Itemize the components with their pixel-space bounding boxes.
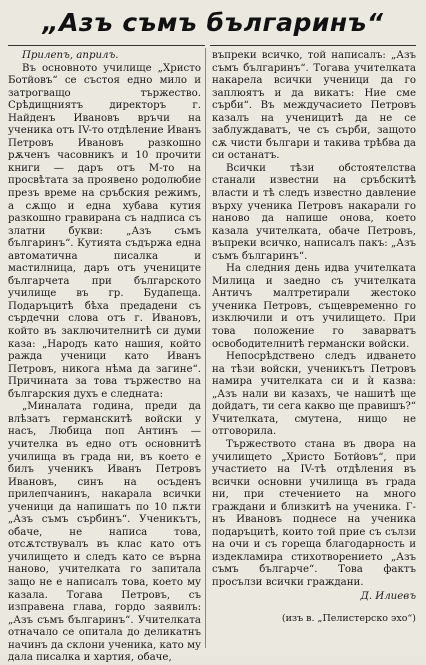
headline-rule-left xyxy=(8,45,205,46)
column-divider xyxy=(205,48,206,648)
article-paragraph: Всички тѣзи обстоятелства станали известни на сръбскитѣ власти и тѣ следъ известно давление върху ученика Петровъ накарали го наново да напише онова, което казала учителката, обаче Петровъ, въпреки всичко, написалъ пакъ: „Азъ съмъ българинъ“. xyxy=(212,162,416,262)
article-paragraph: „Миналата година, преди да влѣзатъ германскитѣ войски у насъ, Любица поп Антинъ — учителка въ едно отъ основнитѣ училища въ града ни, въ което е билъ ученикъ Иванъ Петровъ Ивановъ, синъ на осъденъ прилепчанинъ, накарала всички ученици да напишатъ по 10 пѫти „Азъ съмъ сърбинъ“. Ученикътъ, обаче, не написа това, отсѫтствувалъ въ клас като отъ училището и следъ като се върна наново, учителката го запитала защо не е написалъ това, което му казала. Тогава Петровъ, съ изправена глава, гордо заявилъ: „Азъ съмъ българинъ“. Учителката отначало се опитала до деликатнъ начинъ да склони ученика, като му дала писалка и хартия, обаче, xyxy=(8,401,201,664)
left-column xyxy=(8,50,201,664)
article-paragraph: На следния день идва учителката Милица и заедно съ учителката Античъ малтретирали жестоко ученика Петровъ, същевременно го изключили и отъ училището. При това положение го заварватъ освободителнитѣ германски войски. xyxy=(212,263,416,350)
article-headline: „Азъ съмъ българинъ“ xyxy=(42,8,384,37)
dateline: Прилепъ, априлъ. xyxy=(22,50,119,61)
headline-rule-right xyxy=(210,45,416,46)
article-paragraph: Въ основното училище „Христо Ботйовъ“ се състоя едно мило и затрогващо тържество. Срѣдищниятъ директоръ г. Найденъ Ивановъ връчи на ученика отъ IV-то отдѣление Иванъ Петровъ Ивановъ разкошно рѫченъ часовникъ и 10 прочити книги — даръ отъ М-то на просвѣтата за проявено родолюбие презъ време на сръбския режимъ, а сѫщо и една хубава кутия разкошно гравирана съ надписа съ златни букви: „Азъ съмъ българинъ“. Кутията съдържа една автоматична писалка и мастилница, даръ отъ учениците българчета при българското училище въ гр. Будапеща. Подаръцитѣ бѣха предадени съ сърдечни слова отъ г. Ивановъ, който въ заключителнитѣ си думи каза: „Народъ като нашия, който ражда ученици като Иванъ Петровъ, никога нѣма да загине“. Причината за това тържество на българския духъ е следната: xyxy=(8,62,201,400)
author-signature: Д. Илиевъ xyxy=(360,590,416,602)
article-paragraph: Непосрѣдствено следъ идването на тѣзи войски, ученикътъ Петровъ намира учителката си и ѝ казва: „Азъ нали ви казахъ, че нашитѣ ще дойдатъ, ти сега какво ще правишъ?“ Учителката, смутена, нищо не отговорила. xyxy=(212,351,416,438)
article-paragraph: Тържеството стана въ двора на училището „Христо Ботйовъ“, при участието на IV-тѣ отдѣления въ всички основни училища въ града ни, при стечението на много граждани и близкитѣ на ученика. Г-нъ Ивановъ поднесе на ученика подаръцитѣ, които той прие съ сълзи на очи и съ гореща благодарность и издекламира стихотворението „Азъ съмъ българче“. Това фактъ просълзи всички граждани. xyxy=(212,438,416,588)
article-paragraph: въпреки всичко, той написалъ: „Азъ съмъ българинъ“. Тогава учителката накарела всички ученици да го заплюятъ и да викатъ: Ние сме сърби“. Въ междучасието Петровъ казалъ на ученицитѣ да не се заблуждаватъ, че съ сърби, защото сѫ чисти българи и такива трѣбва да си останатъ. xyxy=(212,50,416,162)
source-attribution: (изъ в. „Пелистерско эхо“) xyxy=(281,613,416,625)
right-column xyxy=(212,50,416,650)
